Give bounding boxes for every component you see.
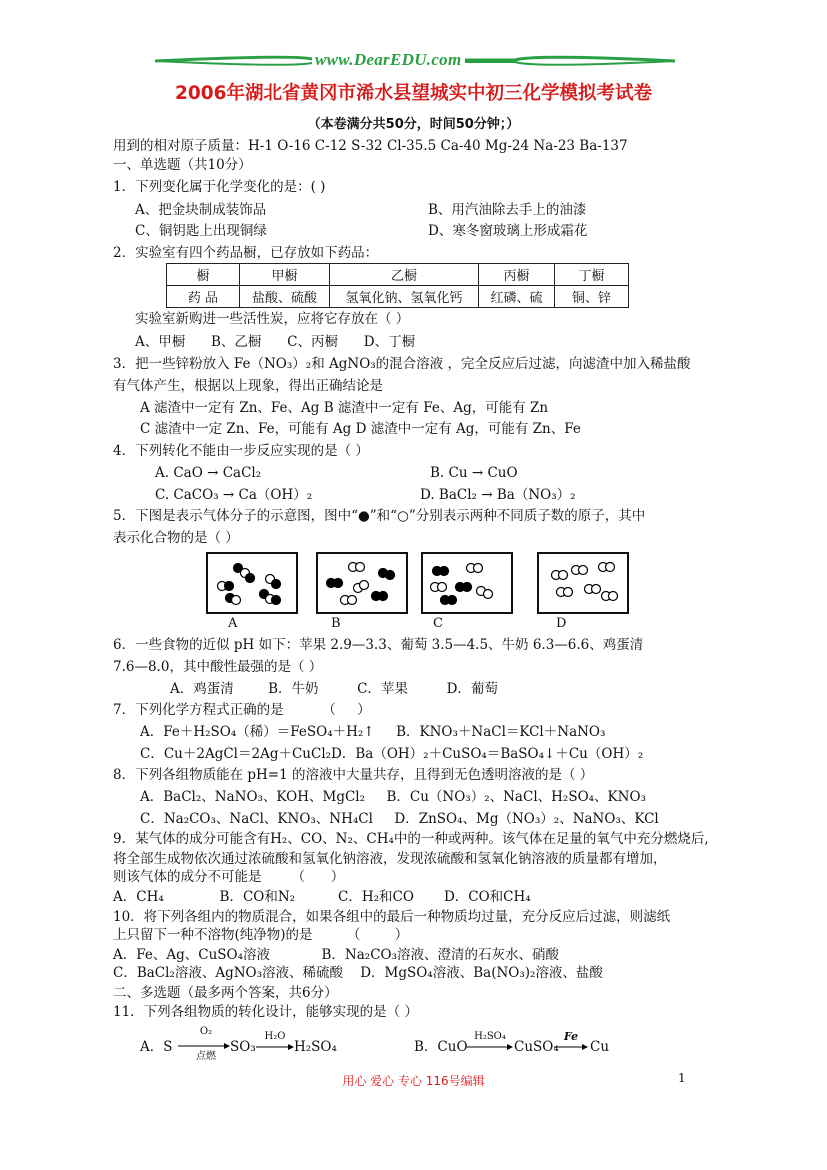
q10-line2: 上只留下一种不溶物(纯净物)的是 （ ） xyxy=(113,927,409,943)
q11-option-a-prefix: A．S xyxy=(140,1039,173,1055)
section-title-single-choice: 一、单选题（共10分） xyxy=(113,157,252,173)
figure-label-b: B xyxy=(331,616,341,631)
molecule-diagram-a xyxy=(208,554,296,612)
table-cell: 红磷、硫 xyxy=(479,286,555,308)
q4-b-product: CuO xyxy=(487,465,518,481)
q8-options-cd: C．Na₂CO₃、NaCl、KNO₃、NH₄Cl D．ZnSO₄、Mg（NO₃）₂、NaNO₃、KCl xyxy=(140,811,659,827)
q4-c-product: Ca（OH）₂ xyxy=(238,487,313,503)
q5-line1: 5．下图是表示气体分子的示意图，图中“●”和“○”分别表示两种不同质子数的原子，其中 xyxy=(113,508,646,524)
arrow-right-icon: → xyxy=(207,465,223,481)
q10-options-cd: C．BaCl₂溶液、AgNO₃溶液、稀硫酸 D．MgSO₄溶液、Ba(NO₃)₂溶液、盐酸 xyxy=(113,965,603,981)
q11-a-arrow2-reagent: H₂O xyxy=(264,1031,286,1042)
q9-line2: 将全部生成物依次通过浓硫酸和氢氧化钠溶液，发现浓硫酸和氢氧化钠溶液的质量都有增加， xyxy=(113,851,667,867)
q2-options: A、甲橱 B、乙橱 C、丙橱 D、丁橱 xyxy=(135,334,416,350)
molecule-diagram-d xyxy=(539,554,627,612)
q4-option-b xyxy=(430,464,518,483)
molecule-diagram-c xyxy=(423,554,511,612)
q11-a-arrow1-condition: 点燃 xyxy=(196,1051,216,1062)
q2-line2: 实验室新购进一些活性炭，应将它存放在（ ） xyxy=(135,311,410,327)
cabinet-table xyxy=(166,263,629,308)
table-cell: 橱 xyxy=(167,264,240,286)
q3-options-ab: A 滤渣中一定有 Zn、Fe、Ag B 滤渣中一定有 Fe、Ag，可能有 Zn xyxy=(140,400,549,416)
q4-a-reactant: A. CaO xyxy=(155,465,203,481)
q11-a-intermediate: SO₃ xyxy=(230,1039,256,1055)
q4-option-c xyxy=(155,486,312,505)
q10-options-ab: A．Fe、Ag、CuSO₄溶液 B．Na₂CO₃溶液、澄清的石灰水、硝酸 xyxy=(113,947,560,963)
footer-text: 用心 爱心 专心 116号编辑 xyxy=(342,1074,485,1088)
figure-label-d: D xyxy=(556,616,567,631)
q6-line2: 7.6—8.0，其中酸性最强的是（ ） xyxy=(113,659,323,675)
q4-b-reactant: B. Cu xyxy=(430,465,468,481)
table-row xyxy=(167,286,629,308)
table-row xyxy=(167,264,629,286)
table-cell: 乙橱 xyxy=(330,264,479,286)
q11-b-intermediate: CuSO₄ xyxy=(514,1039,559,1055)
q3-line1: 3．把一些锌粉放入 Fe（NO₃）₂和 AgNO₃的混合溶液 ，完全反应后过滤，向滤渣中加入稀盐酸 xyxy=(113,356,691,372)
q7-stem: 7．下列化学方程式正确的是 （ ） xyxy=(113,702,371,718)
q10-line1: 10．将下列各组内的物质混合，如果各组中的最后一种物质均过量，充分反应后过滤，则滤纸 xyxy=(113,909,671,925)
reaction-arrow-icon xyxy=(554,1043,588,1051)
molecule-diagram-b xyxy=(318,554,406,612)
q3-options-cd: C 滤渣中一定 Zn、Fe，可能有 Ag D 滤渣中一定有 Ag，可能有 Zn、Fe xyxy=(140,421,581,437)
q6-options: A．鸡蛋清 B．牛奶 C．苹果 D．葡萄 xyxy=(170,681,498,697)
q9-options: A．CH₄ B．CO和N₂ C．H₂和CO D．CO和CH₄ xyxy=(113,889,531,905)
q1-option-a: A、把金块制成装饰品 xyxy=(135,202,267,218)
exam-subtitle: （本卷满分共50分，时间50分钟；） xyxy=(307,117,520,132)
q7-options-ab: A．Fe＋H₂SO₄（稀）＝FeSO₄＋H₂↑ B．KNO₃＋NaCl＝KCl＋NaNO₃ xyxy=(140,724,606,740)
page-number: 1 xyxy=(678,1071,686,1085)
molecule-box-b xyxy=(316,552,408,614)
q11-b-arrow1-reagent: H₂SO₄ xyxy=(474,1031,506,1042)
table-cell: 铜、锌 xyxy=(555,286,629,308)
figure-label-c: C xyxy=(433,616,443,631)
q11-b-product: Cu xyxy=(590,1039,610,1055)
q4-option-d xyxy=(420,486,576,505)
table-cell: 药 品 xyxy=(167,286,240,308)
arrow-right-icon: → xyxy=(481,487,493,503)
q8-options-ab: A．BaCl₂、NaNO₃、KOH、MgCl₂ B．Cu（NO₃）₂、NaCl、H₂SO₄、KNO₃ xyxy=(140,789,646,805)
q3-line2: 有气体产生，根据以上现象，得出正确结论是 xyxy=(113,378,383,394)
arrow-right-icon: → xyxy=(222,487,239,503)
reaction-arrow-icon xyxy=(256,1043,294,1051)
molecule-box-a xyxy=(206,552,298,614)
q11-b-arrow2-reagent: Fe xyxy=(563,1030,579,1043)
q7-options-cd: C．Cu＋2AgCl＝2Ag＋CuCl₂D．Ba（OH）₂＋CuSO₄＝BaSO₄↓＋Cu（OH）₂ xyxy=(140,746,644,762)
atomic-masses-line: 用到的相对原子质量：H-1 O-16 C-12 S-32 Cl-35.5 Ca-40 Mg-24 Na-23 Ba-137 xyxy=(113,138,628,154)
q9-line3: 则该气体的成分不可能是 （ ） xyxy=(113,869,345,885)
page-title: 2006年湖北省黄冈市浠水县望城实中初三化学模拟考试卷 xyxy=(175,83,652,104)
table-cell: 甲橱 xyxy=(240,264,330,286)
q5-line2: 表示化合物的是（ ） xyxy=(113,530,239,546)
q11-option-b-prefix: B．CuO xyxy=(414,1039,468,1055)
q6-line1: 6．一些食物的近似 pH 如下：苹果 2.9—3.3、葡萄 3.5—4.5、牛奶 6.3—6.6、鸡蛋清 xyxy=(113,637,644,653)
q11-stem: 11．下列各组物质的转化设计，能够实现的是（ ） xyxy=(113,1004,418,1020)
q2-stem: 2．实验室有四个药品橱，已存放如下药品： xyxy=(113,245,379,261)
table-cell: 氢氧化钠、氢氧化钙 xyxy=(330,286,479,308)
q4-c-reactant: C. CaCO₃ xyxy=(155,487,219,503)
q4-option-a xyxy=(155,464,261,483)
table-cell: 丙橱 xyxy=(479,264,555,286)
section-title-multiple-choice: 二、多选题（最多两个答案，共6分） xyxy=(113,985,338,1001)
figure-label-a: A xyxy=(228,616,238,631)
q4-d-reactant: D. BaCl₂ xyxy=(420,487,477,503)
table-cell: 丁橱 xyxy=(555,264,629,286)
molecule-box-c xyxy=(421,552,513,614)
q11-a-product: H₂SO₄ xyxy=(294,1039,337,1055)
table-cell: 盐酸、硫酸 xyxy=(240,286,330,308)
arrow-right-icon: → xyxy=(471,465,488,481)
q1-option-b: B、用汽油除去手上的油漆 xyxy=(428,202,587,218)
molecule-box-d xyxy=(537,552,629,614)
q1-stem: 1．下列变化属于化学变化的是：( ) xyxy=(113,179,326,195)
reaction-arrow-icon xyxy=(467,1043,513,1051)
q8-stem: 8．下列各组物质能在 pH=1 的溶液中大量共存，且得到无色透明溶液的是（ ） xyxy=(113,767,594,783)
q4-d-product: Ba（NO₃）₂ xyxy=(496,487,576,503)
q9-line1: 9．某气体的成分可能含有H₂、CO、N₂、CH₄中的一种或两种。该气体在足量的氧气中充分燃烧后, xyxy=(113,831,709,847)
q1-option-c: C、铜钥匙上出现铜绿 xyxy=(135,223,267,239)
q4-a-product: CaCl₂ xyxy=(222,465,262,481)
watermark-logo: www.DearEDU.com xyxy=(312,50,465,70)
q1-option-d: D、寒冬窗玻璃上形成霜花 xyxy=(428,223,588,239)
q4-stem: 4．下列转化不能由一步反应实现的是（ ） xyxy=(113,443,369,459)
q11-a-arrow1-reagent: O₂ xyxy=(199,1026,213,1037)
